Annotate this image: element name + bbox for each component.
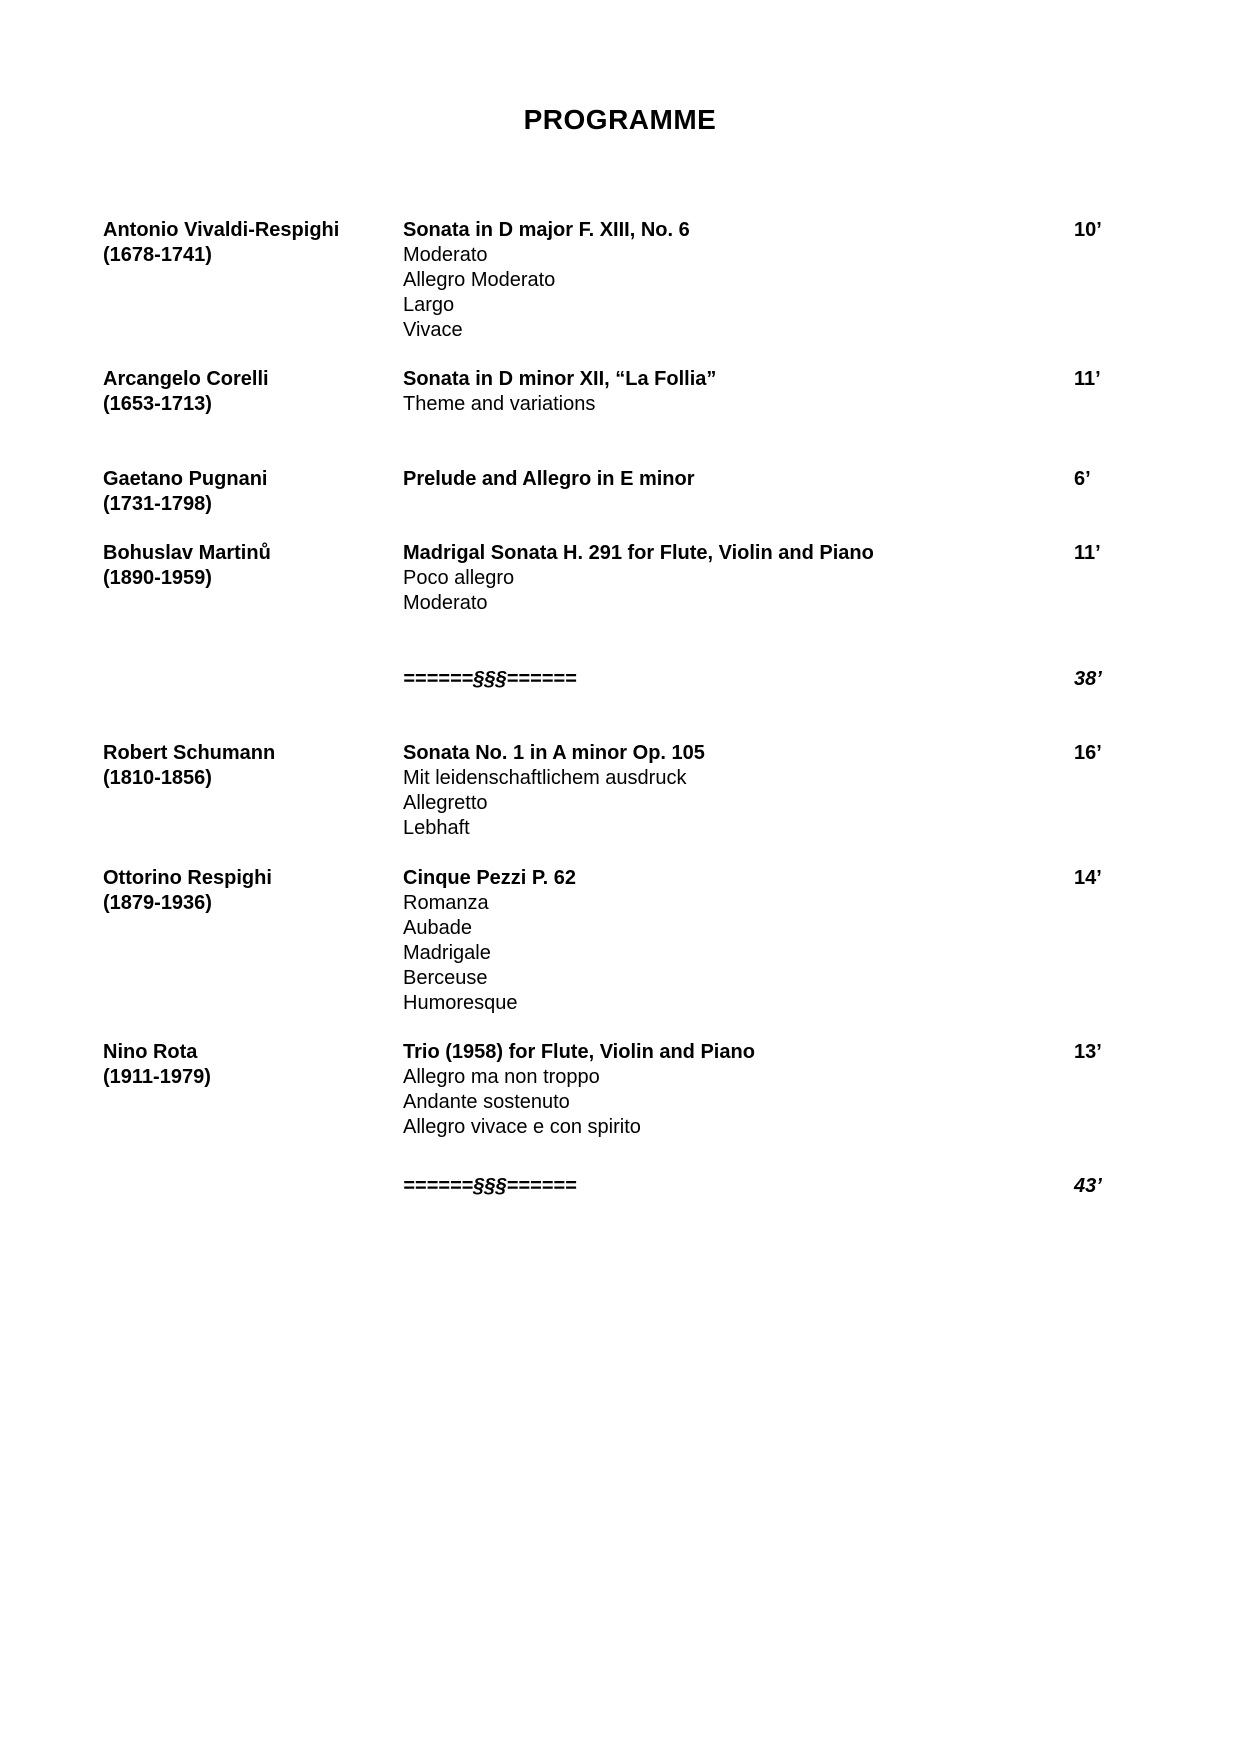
- movement: Humoresque: [403, 992, 518, 1014]
- work: [403, 218, 1043, 343]
- duration: 6’: [1074, 468, 1091, 490]
- composer-dates: (1879-1936): [103, 892, 212, 914]
- movement: Largo: [403, 294, 455, 316]
- composer-dates: (1911-1979): [103, 1066, 211, 1088]
- section-total-duration: 38’: [1074, 668, 1102, 690]
- work-title: Sonata in D minor XII, “La Follia”: [403, 368, 717, 390]
- movement: Moderato: [403, 244, 488, 266]
- duration: 11’: [1074, 542, 1101, 564]
- composer-name: Nino Rota: [103, 1041, 198, 1063]
- work-title: Sonata No. 1 in A minor Op. 105: [403, 742, 705, 764]
- work-title: Madrigal Sonata H. 291 for Flute, Violin and Piano: [403, 542, 874, 564]
- composer-dates: (1653-1713): [103, 393, 212, 415]
- composer: [103, 367, 393, 417]
- work: [403, 367, 1043, 417]
- duration: 10’: [1074, 219, 1102, 241]
- movement: Poco allegro: [403, 567, 515, 589]
- work: [403, 467, 1043, 492]
- composer: [103, 741, 393, 791]
- movement: Mit leidenschaftlichem ausdruck: [403, 767, 687, 789]
- work: [403, 541, 1043, 616]
- movement: Vivace: [403, 319, 463, 341]
- movement: Lebhaft: [403, 817, 470, 839]
- work-title: Sonata in D major F. XIII, No. 6: [403, 219, 690, 241]
- composer: [103, 1040, 393, 1090]
- movement: Allegro Moderato: [403, 269, 556, 291]
- composer-name: Gaetano Pugnani: [103, 468, 268, 490]
- work-title: Prelude and Allegro in E minor: [403, 468, 695, 490]
- movement: Allegro vivace e con spirito: [403, 1116, 641, 1138]
- movement: Berceuse: [403, 967, 488, 989]
- duration: 11’: [1074, 368, 1101, 390]
- composer-dates: (1890-1959): [103, 567, 212, 589]
- work: [403, 1040, 1043, 1140]
- composer-name: Robert Schumann: [103, 742, 276, 764]
- separator-line: ======§§§======: [403, 1175, 577, 1197]
- duration: 13’: [1074, 1041, 1102, 1063]
- composer: [103, 541, 393, 591]
- work: [403, 741, 1043, 841]
- work-title: Trio (1958) for Flute, Violin and Piano: [403, 1041, 755, 1063]
- movement: Romanza: [403, 892, 489, 914]
- work: [403, 866, 1043, 1016]
- composer-dates: (1810-1856): [103, 767, 212, 789]
- duration: 14’: [1074, 867, 1102, 889]
- section-total-duration: 43’: [1074, 1175, 1102, 1197]
- duration: 16’: [1074, 742, 1102, 764]
- composer: [103, 866, 393, 916]
- movement: Moderato: [403, 592, 488, 614]
- movement: Allegro ma non troppo: [403, 1066, 600, 1088]
- movement: Aubade: [403, 917, 472, 939]
- page-title: PROGRAMME: [523, 104, 717, 135]
- work-title: Cinque Pezzi P. 62: [403, 867, 577, 889]
- composer-dates: (1678-1741): [103, 244, 212, 266]
- composer-name: Bohuslav Martinů: [103, 542, 271, 564]
- movement: Theme and variations: [403, 393, 596, 415]
- movement: Andante sostenuto: [403, 1091, 570, 1113]
- composer-dates: (1731-1798): [103, 493, 212, 515]
- movement: Madrigale: [403, 942, 491, 964]
- separator-line: ======§§§======: [403, 668, 577, 690]
- composer-name: Ottorino Respighi: [103, 867, 272, 889]
- composer: [103, 467, 393, 517]
- composer: [103, 218, 393, 268]
- composer-name: Arcangelo Corelli: [103, 368, 269, 390]
- composer-name: Antonio Vivaldi-Respighi: [103, 219, 340, 241]
- movement: Allegretto: [403, 792, 488, 814]
